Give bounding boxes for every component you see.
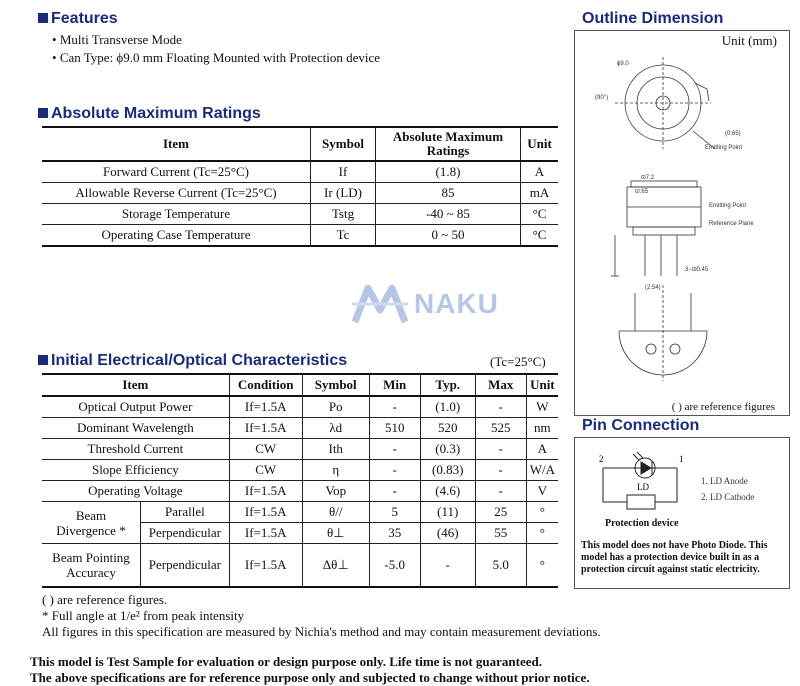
pin1-label: 1 xyxy=(679,454,684,464)
table-row: Perpendicular If=1.5A θ⊥ 35 (46) 55 ° xyxy=(42,523,558,544)
heading-square-icon xyxy=(38,108,48,118)
label-emitting-point-2: Emitting Point xyxy=(709,203,747,209)
table-row: Optical Output Power If=1.5A Po - (1.0) - W xyxy=(42,396,558,418)
amr-heading: Absolute Maximum Ratings xyxy=(38,105,261,123)
note-full-angle: * Full angle at 1/e² from peak intensity xyxy=(42,608,245,623)
table-row: Allowable Reverse Current (Tc=25°C) Ir (LD) 85 mA xyxy=(42,183,558,204)
dim-d3: ϖ7.2 xyxy=(641,175,655,181)
table-row: Dominant Wavelength If=1.5A λd 510 520 525 nm xyxy=(42,418,558,439)
ieoc-heading: Initial Electrical/Optical Characteristics xyxy=(38,352,347,370)
dim-d1: (0.65) xyxy=(725,131,741,137)
footer-line1: This model is Test Sample for evaluation or design purpose only. Life time is not guaranteed. xyxy=(30,654,542,669)
features-heading: Features xyxy=(38,10,118,28)
table-row: Operating Voltage If=1.5A Vop - (4.6) - V xyxy=(42,481,558,502)
table-row: Forward Current (Tc=25°C) If (1.8) A xyxy=(42,161,558,183)
col-item: Item xyxy=(42,127,311,161)
footer-line2: The above specifications are for reference purpose only and subjected to change without prior notice. xyxy=(30,670,590,685)
outline-heading: Outline Dimension xyxy=(582,10,724,27)
col-symbol: Symbol xyxy=(311,127,376,161)
outline-drawing-svg xyxy=(575,31,789,415)
naku-watermark: NAKU xyxy=(350,280,550,330)
table-row: Operating Case Temperature Tc 0 ~ 50 °C xyxy=(42,225,558,247)
dim-angle: (90°) xyxy=(595,95,609,101)
feature-item: • Multi Transverse Mode xyxy=(52,32,182,47)
label-emitting-point-1: Emitting Point xyxy=(705,145,743,151)
pin-diagram-svg xyxy=(575,438,789,518)
legend-anode: 1. LD Anode xyxy=(701,476,748,486)
table-row: Slope Efficiency CW η - (0.83) - W/A xyxy=(42,460,558,481)
pin-heading: Pin Connection xyxy=(582,417,700,434)
col-unit: Unit xyxy=(521,127,559,161)
naku-logo-icon xyxy=(350,280,410,330)
ld-label: LD xyxy=(637,482,649,492)
table-header-row xyxy=(42,127,558,161)
outline-ref-note: ( ) are reference figures xyxy=(671,401,775,413)
ieoc-table xyxy=(42,373,558,588)
amr-table xyxy=(42,126,558,247)
feature-item: • Can Type: ϕ9.0 mm Floating Mounted with Protection device xyxy=(52,50,380,65)
pin-note: This model does not have Photo Diode. This model has a protection device built in as a protection circuit against static electricity. xyxy=(581,540,768,575)
outline-drawing-box xyxy=(574,30,790,416)
dim-d4: 3−ϖ0.45 xyxy=(685,267,709,273)
label-reference-plane: Reference Plane xyxy=(709,221,754,227)
pin2-label: 2 xyxy=(599,454,604,464)
table-row: Storage Temperature Tstg -40 ~ 85 °C xyxy=(42,204,558,225)
table-row: Threshold Current CW Ith - (0.3) - A xyxy=(42,439,558,460)
unit-label: Unit (mm) xyxy=(721,33,777,48)
note-reference: ( ) are reference figures. xyxy=(42,592,168,607)
dim-d5: (2.54) xyxy=(645,285,661,291)
dim-d2: ϖ.65 xyxy=(635,189,649,195)
table-row: Beam Divergence * Parallel If=1.5A θ// 5 (11) 25 ° xyxy=(42,502,558,523)
ieoc-condition: (Tc=25°C) xyxy=(490,354,546,369)
pin-connection-box xyxy=(574,437,790,589)
table-row: Beam Pointing Accuracy Perpendicular If=1.5A Δθ⊥ -5.0 - 5.0 ° xyxy=(42,544,558,588)
heading-square-icon xyxy=(38,13,48,23)
dim-diameter: ϕ9.0 xyxy=(617,61,629,67)
col-ratings: Absolute Maximum Ratings xyxy=(376,127,521,161)
note-nichia: All figures in this specification are measured by Nichia's method and may contain measurement deviations. xyxy=(42,624,601,639)
heading-square-icon xyxy=(38,355,48,365)
table-header-row: Item Condition Symbol Min Typ. Max Unit xyxy=(42,374,558,396)
protection-device-label: Protection device xyxy=(605,518,679,529)
legend-cathode: 2. LD Cathode xyxy=(701,492,755,502)
